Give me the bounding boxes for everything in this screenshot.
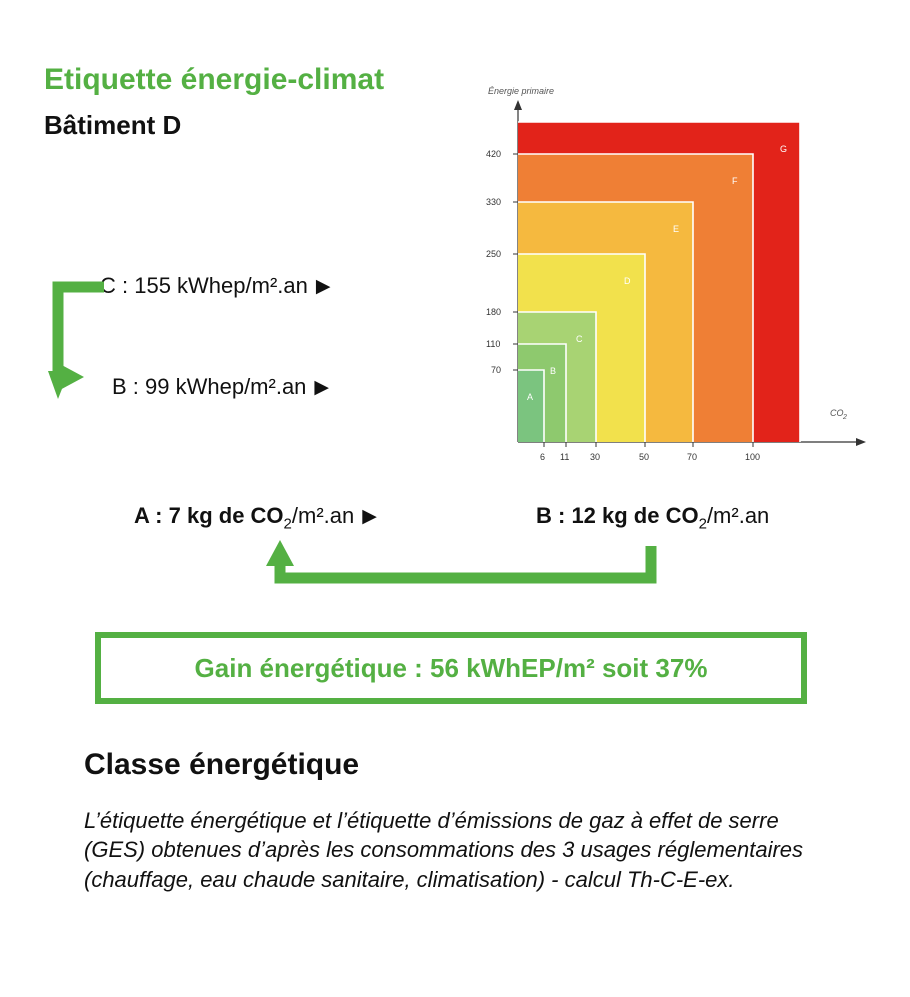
x-tick-6: 6 xyxy=(540,452,546,462)
co2-before-suffix: /m².an xyxy=(706,503,770,528)
gain-text: Gain énergétique : 56 kWhEP/m² soit 37% xyxy=(194,652,708,683)
co2-improvement-arrow xyxy=(262,540,662,590)
band-label-d: D xyxy=(624,276,631,286)
x-tick-70: 70 xyxy=(687,452,698,462)
band-label-b: B xyxy=(550,366,557,376)
energy-before-value xyxy=(100,273,331,299)
energy-climate-chart xyxy=(470,80,890,480)
arrow-right-icon: ▶ xyxy=(314,377,330,398)
co2-after-sub: 2 xyxy=(283,515,292,533)
building-subtitle: Bâtiment D xyxy=(44,110,182,140)
x-tick-100: 100 xyxy=(745,452,761,462)
x-tick-11: 11 xyxy=(560,452,570,462)
band-label-g: G xyxy=(780,144,788,154)
section-description: L’étiquette énergétique et l’étiquette d’émissions de gaz à effet de serre (GES) obtenues d’après les consommations des 3 usages réglementaires (chauffage, eau chaude sanitaire, climatisation) - calcul Th-C-E-ex. xyxy=(84,808,804,892)
x-tick-50: 50 xyxy=(639,452,650,462)
y-tick-330: 330 xyxy=(486,197,502,207)
arrow-right-icon: ▶ xyxy=(362,506,377,527)
energy-after-label: B : 99 kWhep/m².an xyxy=(112,374,307,399)
co2-after-prefix: A : 7 kg de CO xyxy=(134,503,284,528)
co2-after-value xyxy=(134,503,377,532)
y-tick-110: 110 xyxy=(486,339,501,349)
band-label-f: F xyxy=(732,176,738,186)
section-title-classe-energetique: Classe énergétique xyxy=(84,748,360,781)
band-label-c: C xyxy=(576,334,583,344)
energy-improvement-arrow xyxy=(48,281,110,401)
co2-before-prefix: B : 12 kg de CO xyxy=(536,503,699,528)
band-label-e: E xyxy=(673,224,680,234)
chart-ylabel: Énergie primaire xyxy=(488,86,555,96)
co2-before-sub: 2 xyxy=(698,515,707,533)
co2-before-value xyxy=(536,503,769,532)
arrow-right-icon: ▶ xyxy=(315,276,331,297)
band-label-a: A xyxy=(527,392,534,402)
energy-after-value xyxy=(112,374,329,400)
gain-box xyxy=(95,632,807,704)
x-tick-30: 30 xyxy=(590,452,601,462)
page-title: Etiquette énergie-climat xyxy=(44,63,385,96)
y-tick-180: 180 xyxy=(486,307,502,317)
y-tick-70: 70 xyxy=(491,365,502,375)
energy-before-label: C : 155 kWhep/m².an xyxy=(100,273,308,298)
y-tick-420: 420 xyxy=(486,149,502,159)
y-tick-250: 250 xyxy=(486,249,502,259)
co2-after-suffix: /m².an xyxy=(291,503,355,528)
chart-xlabel: CO xyxy=(830,408,844,418)
chart-xlabel-sub: 2 xyxy=(843,414,847,421)
